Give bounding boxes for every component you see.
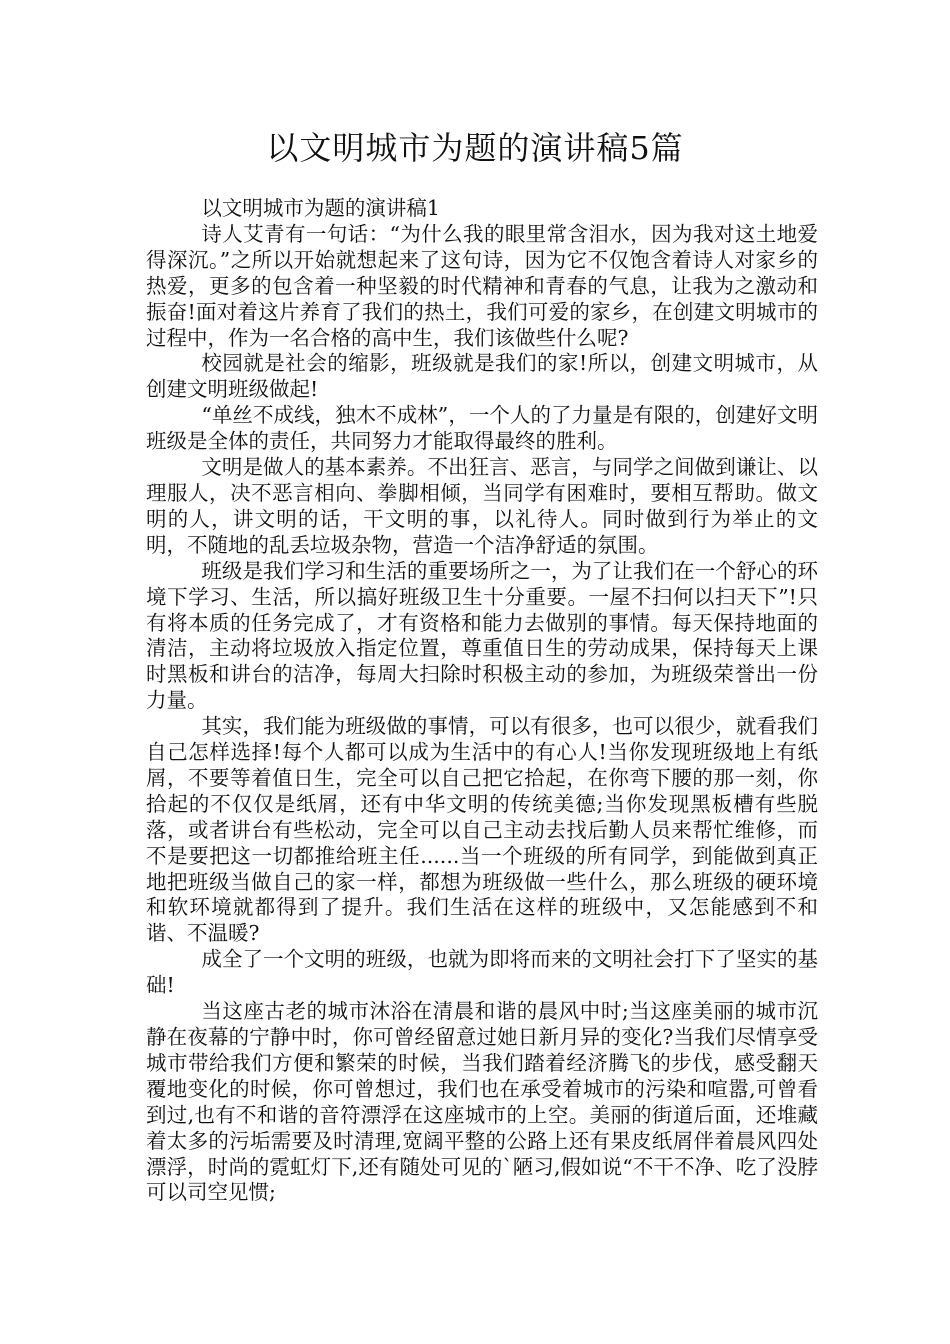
paragraph: 成全了一个文明的班级，也就为即将而来的文明社会打下了坚实的基础! <box>146 947 818 998</box>
paragraph: 文明是做人的基本素养。不出狂言、恶言，与同学之间做到谦让、以理服人，决不恶言相向、拳脚相倾，当同学有困难时，要相互帮助。做文明的人，讲文明的话，干文明的事，以礼待人。同时做到行为举止的文明，不随地的乱丢垃圾杂物，营造一个洁净舒适的氛围。 <box>146 455 818 557</box>
paragraph: 班级是我们学习和生活的重要场所之一，为了让我们在一个舒心的环境下学习、生活，所以搞好班级卫生十分重要。一屋不扫何以扫天下”!只有将本质的任务完成了，才有资格和能力去做别的事情。每天保持地面的清洁，主动将垃圾放入指定位置，尊重值日生的劳动成果，保持每天上课时黑板和讲台的洁净，每周大扫除时积极主动的参加，为班级荣誉出一份力量。 <box>146 558 818 713</box>
document-title: 以文明城市为题的演讲稿5篇 <box>266 129 684 167</box>
document-body <box>146 196 818 1206</box>
section-heading: 以文明城市为题的演讲稿1 <box>201 196 440 220</box>
paragraph: 校园就是社会的缩影，班级就是我们的家!所以，创建文明城市，从创建文明班级做起! <box>146 351 818 402</box>
paragraph: “单丝不成线，独木不成林”，一个人的了力量是有限的，创建好文明班级是全体的责任，共同努力才能取得最终的胜利。 <box>146 403 818 454</box>
paragraph: 其实，我们能为班级做的事情，可以有很多，也可以很少，就看我们自己怎样选择!每个人都可以成为生活中的有心人!当你发现班级地上有纸屑，不要等着值日生，完全可以自己把它拾起，在你弯下腰的那一刻，你拾起的不仅仅是纸屑，还有中华文明的传统美德;当你发现黑板槽有些脱落，或者讲台有些松动，完全可以自己主动去找后勤人员来帮忙维修，而不是要把这一切都推给班主任......当一个班级的所有同学，到能做到真正地把班级当做自己的家一样，都想为班级做一些什么，那么班级的硬环境和软环境就都得到了提升。我们生活在这样的班级中，又怎能感到不和谐、不温暖? <box>146 714 818 946</box>
paragraph: 诗人艾青有一句话：“为什么我的眼里常含泪水，因为我对这土地爱得深沉。”之所以开始就想起来了这句诗，因为它不仅饱含着诗人对家乡的热爱，更多的包含着一种坚毅的时代精神和青春的气息，让我为之激动和振奋!面对着这片养育了我们的热土，我们可爱的家乡，在创建文明城市的过程中，作为一名合格的高中生，我们该做些什么呢? <box>146 221 818 350</box>
paragraph: 当这座古老的城市沐浴在清晨和谐的晨风中时;当这座美丽的城市沉静在夜幕的宁静中时，你可曾经留意过她日新月异的变化?当我们尽情享受城市带给我们方便和繁荣的时候，当我们踏着经济腾飞的步伐，感受翻天覆地变化的时候，你可曾想过，我们也在承受着城市的污染和喧嚣,可曾看到过,也有不和谐的音符漂浮在这座城市的上空。美丽的街道后面，还堆藏着太多的污垢需要及时清理,宽阔平整的公路上还有果皮纸屑伴着晨风四处漂浮，时尚的霓虹灯下,还有随处可见的`陋习,假如说“不干不净、吃了没脖可以司空见惯; <box>146 999 818 1205</box>
